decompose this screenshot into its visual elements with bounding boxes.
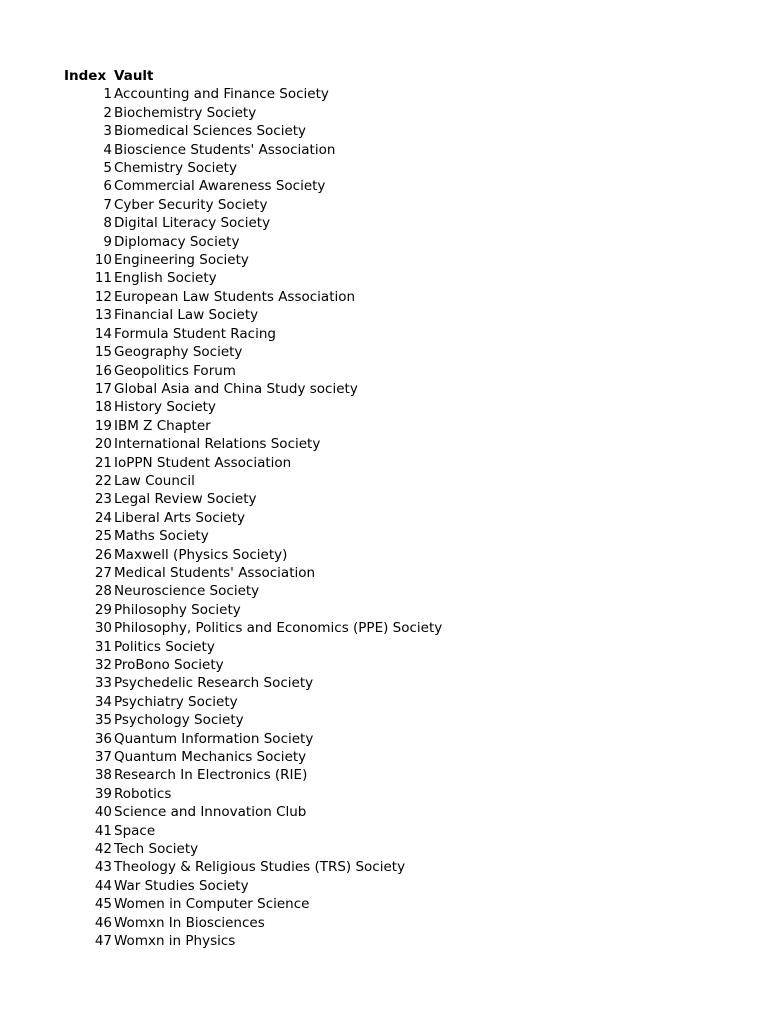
- society-name: Commercial Awareness Society: [114, 178, 326, 195]
- table-row: [62, 582, 442, 600]
- row-index: 9: [103, 233, 112, 250]
- table-row: [62, 159, 442, 177]
- row-index: 32: [94, 657, 112, 673]
- society-name: Research In Electronics (RIE): [114, 767, 308, 784]
- row-index: 18: [94, 399, 112, 416]
- society-name: IBM Z Chapter: [114, 417, 211, 434]
- society-name: Chemistry Society: [114, 160, 237, 177]
- row-index: 38: [94, 767, 112, 784]
- table-row: [62, 214, 442, 232]
- row-index: 2: [103, 104, 112, 121]
- society-name: Biochemistry Society: [114, 104, 257, 121]
- table-row: [62, 730, 442, 748]
- table-row: [62, 638, 442, 656]
- society-name: Medical Students' Association: [114, 564, 316, 581]
- society-name: Maths Society: [114, 528, 209, 545]
- row-index: 5: [103, 160, 112, 177]
- society-name: History Society: [114, 399, 216, 416]
- row-index: 28: [94, 583, 112, 600]
- table-row: [62, 306, 442, 324]
- table-row: [62, 693, 442, 711]
- table-row: [62, 288, 442, 306]
- society-name: Psychedelic Research Society: [114, 675, 314, 692]
- index-column-header: Index: [64, 68, 107, 84]
- table-row: [62, 527, 442, 545]
- society-name: Law Council: [114, 472, 195, 489]
- row-index: 44: [94, 877, 112, 894]
- row-index: 47: [94, 933, 112, 950]
- society-name: Robotics: [114, 785, 172, 802]
- table-row: [62, 177, 442, 195]
- table-row: [62, 196, 442, 214]
- table-row: [62, 564, 442, 582]
- society-name: Diplomacy Society: [114, 233, 240, 250]
- row-index: 20: [94, 436, 112, 453]
- row-index: 41: [94, 822, 112, 839]
- row-index: 45: [94, 896, 112, 913]
- row-index: 35: [94, 712, 112, 729]
- society-name: Accounting and Finance Society: [114, 86, 329, 103]
- row-index: 40: [94, 804, 112, 821]
- society-name: Tech Society: [114, 841, 199, 858]
- row-index: 8: [103, 215, 112, 232]
- row-index: 6: [103, 178, 112, 195]
- row-index: 37: [94, 749, 112, 766]
- table-row: [62, 619, 442, 637]
- table-row: [62, 398, 442, 416]
- table-row: [62, 546, 442, 564]
- society-name: Politics Society: [114, 638, 215, 655]
- table-row: [62, 877, 442, 895]
- row-index: 27: [94, 564, 112, 581]
- society-name: Cyber Security Society: [114, 196, 268, 213]
- society-name: Bioscience Students' Association: [114, 141, 336, 158]
- table-row: [62, 601, 442, 619]
- row-index: 23: [94, 491, 112, 508]
- society-name: English Society: [114, 270, 217, 287]
- row-index: 19: [94, 417, 112, 434]
- vault-index-table: [62, 67, 442, 951]
- society-name: European Law Students Association: [114, 288, 356, 305]
- society-name: Neuroscience Society: [114, 583, 260, 600]
- table-row: [62, 490, 442, 508]
- row-index: 24: [94, 509, 112, 526]
- table-row: [62, 362, 442, 380]
- society-name: Theology & Religious Studies (TRS) Society: [114, 859, 406, 876]
- society-name: Engineering Society: [114, 252, 249, 269]
- vault-index-sheet: [62, 67, 742, 951]
- table-row: [62, 435, 442, 453]
- society-name: IoPPN Student Association: [114, 454, 292, 471]
- society-name: International Relations Society: [114, 436, 321, 453]
- table-row: [62, 269, 442, 287]
- table-row: [62, 472, 442, 490]
- table-row: [62, 122, 442, 140]
- society-name: Financial Law Society: [114, 307, 259, 324]
- table-row: [62, 325, 442, 343]
- table-row: [62, 104, 442, 122]
- row-index: 14: [94, 325, 112, 342]
- table-row: [62, 932, 442, 950]
- row-index: 43: [94, 859, 112, 876]
- row-index: 17: [94, 380, 112, 397]
- row-index: 10: [94, 252, 112, 269]
- row-index: 16: [94, 362, 112, 379]
- table-row: [62, 895, 442, 913]
- row-index: 15: [94, 344, 112, 361]
- table-row: [62, 914, 442, 932]
- society-name: ProBono Society: [114, 657, 224, 673]
- society-name: Quantum Information Society: [114, 730, 314, 747]
- society-name: Biomedical Sciences Society: [114, 123, 307, 140]
- society-name: Legal Review Society: [114, 491, 257, 508]
- table-row: [62, 858, 442, 876]
- row-index: 42: [94, 841, 112, 858]
- society-name: Quantum Mechanics Society: [114, 749, 307, 766]
- row-index: 30: [94, 620, 112, 637]
- row-index: 39: [94, 785, 112, 802]
- table-row: [62, 233, 442, 251]
- society-name: Formula Student Racing: [114, 325, 276, 342]
- row-index: 29: [94, 601, 112, 618]
- row-index: 11: [94, 270, 112, 287]
- table-row: [62, 251, 442, 269]
- society-name: Science and Innovation Club: [114, 804, 307, 821]
- table-row: [62, 454, 442, 472]
- table-row: [62, 85, 442, 103]
- row-index: 1: [103, 86, 112, 103]
- row-index: 7: [103, 196, 112, 213]
- row-index: 33: [94, 675, 112, 692]
- row-index: 12: [94, 288, 112, 305]
- table-row: [62, 748, 442, 766]
- row-index: 31: [94, 638, 112, 655]
- table-row: [62, 141, 442, 159]
- society-name: Women in Computer Science: [114, 896, 310, 913]
- vault-list: [62, 85, 442, 950]
- society-name: Maxwell (Physics Society): [114, 546, 288, 563]
- society-name: Womxn In Biosciences: [114, 914, 265, 931]
- society-name: Global Asia and China Study society: [114, 380, 358, 397]
- table-row: [62, 711, 442, 729]
- row-index: 13: [94, 307, 112, 324]
- society-name: Psychology Society: [114, 712, 244, 729]
- row-index: 26: [94, 546, 112, 563]
- society-name: Digital Literacy Society: [114, 215, 271, 232]
- row-index: 3: [103, 123, 112, 140]
- row-index: 36: [94, 730, 112, 747]
- table-row: [62, 343, 442, 361]
- row-index: 21: [94, 454, 112, 471]
- table-row: [62, 766, 442, 784]
- society-name: Geopolitics Forum: [114, 362, 236, 379]
- society-name: Philosophy Society: [114, 601, 241, 618]
- row-index: 46: [94, 914, 112, 931]
- table-row: [62, 656, 442, 674]
- table-row: [62, 822, 442, 840]
- society-name: War Studies Society: [114, 877, 249, 894]
- society-name: Womxn in Physics: [114, 933, 236, 950]
- society-name: Psychiatry Society: [114, 693, 238, 710]
- header-row: [62, 67, 442, 85]
- table-row: [62, 509, 442, 527]
- table-row: [62, 840, 442, 858]
- table-row: [62, 803, 442, 821]
- society-name: Philosophy, Politics and Economics (PPE) Society: [114, 620, 443, 637]
- table-row: [62, 785, 442, 803]
- table-row: [62, 674, 442, 692]
- row-index: 25: [94, 528, 112, 545]
- society-name: Geography Society: [114, 344, 243, 361]
- society-name: Liberal Arts Society: [114, 509, 246, 526]
- vault-column-header: Vault: [114, 68, 154, 84]
- row-index: 34: [94, 693, 112, 710]
- row-index: 4: [103, 141, 112, 158]
- row-index: 22: [94, 472, 112, 489]
- society-name: Space: [114, 822, 156, 839]
- table-row: [62, 380, 442, 398]
- table-row: [62, 417, 442, 435]
